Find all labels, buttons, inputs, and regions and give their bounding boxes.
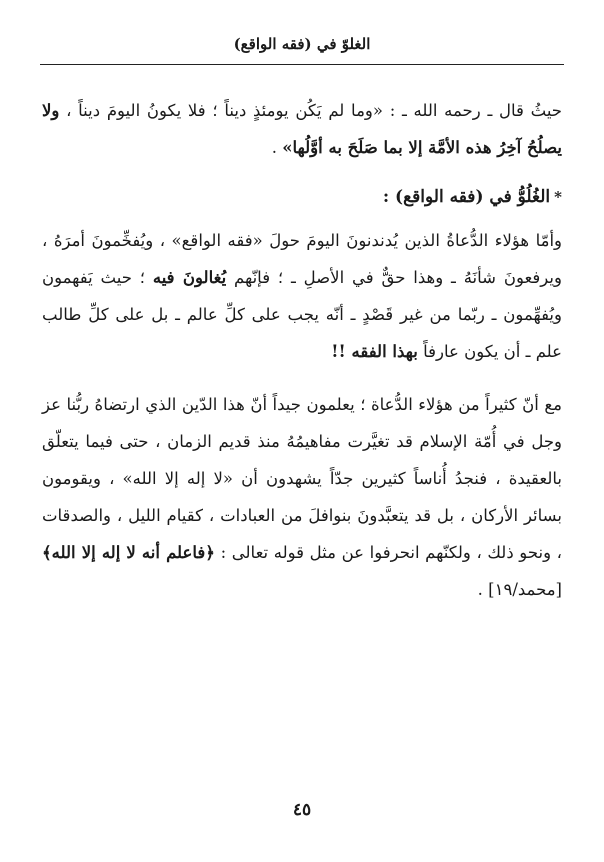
- section-heading: [42, 182, 562, 212]
- bold-phrase: يُغالونَ فيه: [152, 268, 227, 287]
- section-heading-text: الغُلُوُّ في (فقه الواقع) :: [382, 187, 551, 207]
- paragraph-text: مع أنّ كثيراً من هؤلاء الدُّعاة ؛ يعلمون جيداً أنّ هذا الدّين الذي ارتضاهُ ربُّنا عز وجل في أُمّة الإسلام قد تغيَّرت مفاهيمُهُ منذ قديم الزمان ، حتى فيما يتعلّق بالعقيدة ، فنجدُ أُناساً كثيرين جدّاً يشهدون أن «لا إله إلا الله» ، ويقومون بسائر الأركان ، بل قد يتعبَّدونَ بنوافلَ من العبادات ، كقيام الليل ، والصدقات ، ونحو ذلك ، ولكنّهم انحرفوا عن مثل قوله تعالى :: [42, 395, 562, 562]
- bold-phrase: بهذا الفقه !!: [331, 342, 418, 361]
- quote-text: حيثُ قال ـ رحمه الله ـ : «وما لم يَكُن يومئذٍ ديناً ؛ فلا يكونُ اليومَ ديناً ،: [59, 101, 562, 120]
- paragraph-quote: [42, 92, 562, 166]
- page-body: [42, 92, 562, 608]
- running-head: الغلوّ في (فقه الواقع): [233, 35, 371, 53]
- paragraph-text: ؛ حيث يَفهمون ويُفهِّمون ـ ربّما من غير قَصْدٍ ـ أنّه يجب على كلِّ عالم ـ بل على كلِّ طالب علم ـ أن يكون عارفاً: [42, 268, 562, 361]
- page-number: ٤٥: [292, 800, 312, 820]
- quote-bold-text: ولا يصلُحُ آخِرُ هذه الأمَّة إلا بما صَلَحَ به أوَّلُها»: [42, 101, 562, 157]
- asterisk-icon: *: [554, 188, 562, 206]
- paragraph-duat: [42, 386, 562, 608]
- header-rule: [40, 64, 564, 65]
- verse-reference: [محمد/١٩] .: [477, 580, 562, 599]
- paragraph-fiqh-waqi: [42, 222, 562, 370]
- quran-verse: ﴿فاعلم أنه لا إله إلا الله﴾: [42, 543, 215, 562]
- quote-end: .: [271, 138, 283, 157]
- paragraph-text: وأمّا هؤلاء الدُّعاةُ الذين يُدندنونَ اليومَ حولَ «فقه الواقع» ، ويُفخِّمونَ أمرَهُ ، ويرفعونَ شأنَهُ ـ وهذا حقٌّ في الأصلِ ـ ؛ فإنّهم: [42, 231, 562, 287]
